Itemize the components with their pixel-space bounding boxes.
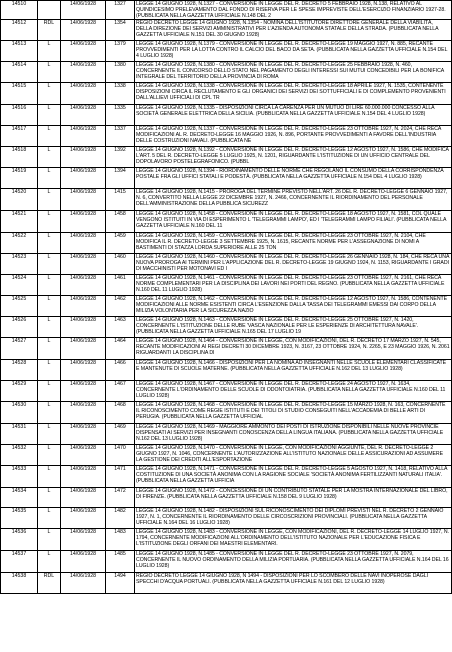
- row-description: LEGGE 14 GIUGNO 1928, N.1463 - CONVERSIONE IN LEGGE DEL R. DECRETO-LEGGE 25 OTTOBRE 1927, N. 1420, CONCERNENTE L'ISTITUZIONE DELLE RUBE 'VASCA NAZIONALE PER LE ESPERIENZE DI ARCHITETTURA NAVALE'. (PUBBLICATA NELLA GAZZETTA UFFICIALE N.165 DEL 17 LUGLIO 19: [135, 317, 452, 338]
- row-code: 1462: [106, 296, 135, 317]
- table-row: [1, 338, 452, 360]
- row-number: 14535: [1, 508, 38, 529]
- table-row: [1, 20, 452, 41]
- table-row: [1, 275, 452, 296]
- table-row: [1, 233, 452, 254]
- row-description: LEGGE 14 GIUGNO 1928, N.1327 - CONVERSIONE IN LEGGE DEL R. DECRETO 5 FEBBRAIO 1928, N.138, RELATIVO AL QUINDICESIMO PRELEVAMENTO DAL FONDO DI RISERVA PER LE SPESE IMPREVISTE DELL'ESERCIZIO FINANZIARIO 1927-28. (PUBBLICATA NELLA GAZZETTA UFFICIALE N.148 DEL 2: [135, 1, 452, 20]
- row-number: 14523: [1, 254, 38, 275]
- row-description: LEGGE 14 GIUGNO 1928, N.1468 - CONVERSIONE IN LEGGE DEL R. DECRETO-LEGGE 15 MARZO 1928, N. 163, CONCERNENTE IL RICONOSCIMENTO COME REGIE ISTITUTI E DEI TITOLI DI STUDIO CONSEGUITI NELL'ACCADEMIA DI BELLE ARTI DI PERUGIA. (PUBBLICATA NELLA GAZZETTA UFFICIAL: [135, 402, 452, 424]
- row-type: L: [38, 211, 61, 233]
- row-date: 14/06/1928: [61, 338, 106, 360]
- row-number: 14513: [1, 41, 38, 62]
- row-date: 14/06/1928: [61, 488, 106, 508]
- row-code: 1483: [106, 529, 135, 551]
- row-date: 14/06/1928: [61, 466, 106, 488]
- table-row: [1, 41, 452, 62]
- row-type: RDL: [38, 573, 61, 594]
- table-row: [1, 360, 452, 381]
- row-type: L: [38, 360, 61, 381]
- row-description: LEGGE 14 GIUGNO 1928, N.1461 - CONVERSIONE IN LEGGE DEL R. DECRETO-LEGGE 23 OTTOBRE 1927, N. 2161, CHE RECA NORME COMPLEMENTARI PER LA DISCIPLINA DEI LAVORI NEI PORTI DEL REGNO. (PUBBLICATA NELLA GAZZETTA UFFICIALE N.160 DEL 11 LUGLIO 1928): [135, 275, 452, 296]
- row-date: 14/06/1928: [61, 381, 106, 402]
- row-type: L: [38, 105, 61, 126]
- row-code: 1379: [106, 41, 135, 62]
- row-code: 1394: [106, 168, 135, 189]
- row-type: L: [38, 466, 61, 488]
- table-row: [1, 508, 452, 529]
- row-type: L: [38, 296, 61, 317]
- table-row: [1, 445, 452, 466]
- row-date: 14/06/1928: [61, 189, 106, 211]
- row-date: 14/06/1928: [61, 445, 106, 466]
- row-date: 14/06/1928: [61, 254, 106, 275]
- row-code: 1470: [106, 445, 135, 466]
- row-description: LEGGE 14 GIUGNO 1928, N.1335 - DISPOSIZIONI CIRCA LA CARENZA PER UN MUTUO DI LIRE 60.000.000 CONCESSO ALLA SOCIETÀ GENERALE ELETTRICA DELLA SICILIA. (PUBBLICATA NELLA GAZZETTA UFFICIALE N.154 DEL 4 LUGLIO 1928): [135, 105, 452, 126]
- table-row: [1, 105, 452, 126]
- table-row: [1, 147, 452, 168]
- table-row: [1, 466, 452, 488]
- row-description: LEGGE 14 GIUGNO 1928, N.1460 - CONVERSIONE IN LEGGE DEL R. DECRETO-LEGGE 26 GENNAIO 1928, N. 184, CHE RECA UNA NUOVA PROROGA AI TERMINI PER L'APPLICAZIONE DEL R. DECRETO-LEGGE 19 GIUGNO 1924, N. 1153, RIGUARDANTE I GRADI DI MACCHINISTI PER MOTONAVI ED I: [135, 254, 452, 275]
- row-code: 1471: [106, 466, 135, 488]
- row-type: L: [38, 41, 61, 62]
- table-row: [1, 573, 452, 594]
- row-description: LEGGE 14 GIUGNO 1928, N.1471 - CONVERSIONE IN LEGGE DEL R. DECRETO-LEGGE 5 AGOSTO 1927, N. 1418, RELATIVO ALLA COSTITUZIONE DI UNA SOCIETÀ ANONIMA CON LA RAGIONE SOCIALE 'SOCIETÀ ANONIMA FERTILIZZANTI NATURALI ITALIA'. (PUBBLICATA NELLA GAZZETTA UFFICIA: [135, 466, 452, 488]
- row-code: 1467: [106, 381, 135, 402]
- row-number: 14517: [1, 126, 38, 147]
- row-type: L: [38, 189, 61, 211]
- row-date: 14/06/1928: [61, 296, 106, 317]
- row-date: 14/06/1928: [61, 573, 106, 594]
- row-code: 1338: [106, 83, 135, 105]
- row-description: LEGGE 14 GIUGNO 1928, N.1338 - CONVERSIONE IN LEGGE DEL R. DECRETO-LEGGE 18 APRILE 1927, N. 1535, CONTENENTE DISPOSIZIONI CIRCA IL RECLUTAMENTO E GLI ORGANICI DEI SERVIZI DEI SOTTUFFICIALI E DI COMPLEMENTO PROVENIENTI DALL'ALLIEVI UFFICIALI DI CPL TR: [135, 83, 452, 105]
- row-number: 14530: [1, 402, 38, 424]
- row-description: LEGGE 14 GIUGNO 1928, N.1466 - DISPOSIZIONI PER LA NOMINA AD INSEGNANTI NELLE SCUOLE ELEMENTARI CLASSIFICATE E MANTENUTE DI SCUOLE MATERNE. (PUBBLICATA NELLA GAZZETTA UFFICIALE N.162 DEL 13 LUGLIO 1928): [135, 360, 452, 381]
- row-type: L: [38, 445, 61, 466]
- row-number: 14520: [1, 189, 38, 211]
- row-date: 14/06/1928: [61, 402, 106, 424]
- row-number: 14510: [1, 1, 38, 20]
- row-type: L: [38, 62, 61, 83]
- row-code: 1482: [106, 508, 135, 529]
- table-row: [1, 126, 452, 147]
- table-row: [1, 529, 452, 551]
- row-date: 14/06/1928: [61, 126, 106, 147]
- row-code: 1460: [106, 254, 135, 275]
- row-description: LEGGE 14 GIUGNO 1928, N.1458 - CONVERSIONE IN LEGGE DEL R. DECRETO-LEGGE 18 AGOSTO 1927, N. 1581, COL QUALE VENGONO ISTITUITI IN VIA DI ESPERIMENTO L 'TELEGRAMMI LAMPO', ED I 'TELEGRAMMI LAMPO FILIALI'. (PUBBLICATA NELLA GAZZETTA UFFICIALE N.160 DEL 11: [135, 211, 452, 233]
- row-code: 1415: [106, 189, 135, 211]
- row-date: 14/06/1928: [61, 317, 106, 338]
- row-type: L: [38, 275, 61, 296]
- law-register-body: [1, 1, 452, 594]
- row-type: L: [38, 424, 61, 445]
- row-number: 14524: [1, 275, 38, 296]
- row-number: 14525: [1, 296, 38, 317]
- row-type: L: [38, 402, 61, 424]
- row-code: 1380: [106, 62, 135, 83]
- row-description: LEGGE 14 GIUGNO 1928, N.1485 - CONVERSIONE IN LEGGE DEL R. DECRETO-LEGGE 23 OTTOBRE 1927, N. 2079, CONCERNENTE IL NUOVO ORDINAMENTO DELLA MILIZIA PORTUARIA. (PUBBLICATA NELLA GAZZETTA UFFICIALE N.164 DEL 16 LUGLIO 1928): [135, 551, 452, 573]
- row-code: 1463: [106, 317, 135, 338]
- row-type: L: [38, 126, 61, 147]
- table-row: [1, 381, 452, 402]
- row-type: RDL: [38, 20, 61, 41]
- row-type: L: [38, 381, 61, 402]
- row-code: 1494: [106, 573, 135, 594]
- row-number: 14516: [1, 105, 38, 126]
- row-code: 1335: [106, 105, 135, 126]
- row-date: 14/06/1928: [61, 275, 106, 296]
- row-type: L: [38, 233, 61, 254]
- table-row: [1, 296, 452, 317]
- table-row: [1, 402, 452, 424]
- table-row: [1, 317, 452, 338]
- row-description: REGIO DECRETO LEGGE 14 GIUGNO 1928, N.1354 - NOMINA DELL'ISTITUTORE DIRETTORE GENERALE DELLA VIABILITÀ, DELLA DIREZIONE DEI SERVIZI AMMINISTRATIVI PER L'AZIENDA AUTONOMA STATALE DELLA STRADA. (PUBBLICATA NELLA GAZZETTA UFFICIALE N.151 DEL 30 GIUGNO 1928): [135, 20, 452, 41]
- row-description: LEGGE 14 GIUGNO 1928, N.1469 - MAGGIORE AMMONTO DEI POSTI DI ISTRUZIONE DISPONIBILI NELLE NUOVE PROVINCIE DISPENSATI AI SERVIZI PER INSEGNANTI CONOSCENZA DELLA LINGUA ITALIANA. (PUBBLICATA NELLA GAZZETTA UFFICIALE N.162 DEL 13 LUGLIO 1928): [135, 424, 452, 445]
- row-date: 14/06/1928: [61, 551, 106, 573]
- table-row: [1, 551, 452, 573]
- table-row: [1, 488, 452, 508]
- row-number: 14538: [1, 573, 38, 594]
- table-row: [1, 62, 452, 83]
- row-code: 1485: [106, 551, 135, 573]
- row-description: LEGGE 14 GIUGNO 1928, N.1394 - RIORDINAMENTO DELLE NORME CHE REGOLANO IL CONSUMO DELLA CORRISPONDENZA POSTALE FRA GLI UFFICI STATALI E PODESTÀ. (PUBBLICATA NELLA GAZZETTA UFFICIALE N.154 DEL 4 LUGLIO 1928): [135, 168, 452, 189]
- row-description: LEGGE 14 GIUGNO 1928, N.1483 - CONVERSIONE IN LEGGE, CON MODIFICAZIONI, DEL R. DECRETO-LEGGE 14 LUGLIO 1927, N. 1794, CONCERNENTE MODIFICAZIONI ALL'ORDINAMENTO DELL'ISTITUTO NAZIONALE PER L'EDUCAZIONE FISICA E L'ISTITUZIONE DEGLI ORFANI DEI MAESTRI ELEMENTARI.: [135, 529, 452, 551]
- row-date: 14/06/1928: [61, 83, 106, 105]
- row-number: 14532: [1, 445, 38, 466]
- row-description: REGIO DECRETO LEGGE 14 GIUGNO 1928, N 1494 - DISPOSIZIONI PER LO SCOMBERO DELLE NAVI INOPEROSE DAGLI SPECCHI D'ACQUA PORTUALI. (PUBBLICATA NELLA GAZZETTA UFFICIALE N.161 DEL 12 LUGLIO 1928): [135, 573, 452, 594]
- row-number: 14526: [1, 317, 38, 338]
- row-type: L: [38, 317, 61, 338]
- row-number: 14534: [1, 488, 38, 508]
- row-code: 1327: [106, 1, 135, 20]
- row-type: L: [38, 83, 61, 105]
- row-date: 14/06/1928: [61, 529, 106, 551]
- row-number: 14529: [1, 381, 38, 402]
- row-date: 14/06/1928: [61, 211, 106, 233]
- table-row: [1, 1, 452, 20]
- row-description: LEGGE 14 GIUGNO 1928, N.1472 - CONCESSIONE DI UN CONTRIBUTO STATALE PER LA MOSTRA INTERNAZIONALE DEL LIBRO, DI FIRENZE. (PUBBLICATA NELLA GAZZETTA UFFICIALE N.158 DEL 9 LUGLIO 1928): [135, 488, 452, 508]
- row-number: 14537: [1, 551, 38, 573]
- table-row: [1, 424, 452, 445]
- row-date: 14/06/1928: [61, 62, 106, 83]
- row-number: 14519: [1, 168, 38, 189]
- row-description: LEGGE 14 GIUGNO 1928, N.1470 - CONVERSIONE IN LEGGE, CON MODIFICAZIONI AGGIUNTE, DEL R. DECRETO-LEGGE 2 GIUGNO 1927, N. 1046, CONCERNENTE L'AUTORIZZAZIONE ALL'ISTITUTO NAZIONALE DELLE ASSICURAZIONI AD ASSUMERE LA GESTIONE DEI CREDITI ALL'ESPORTAZIONE: [135, 445, 452, 466]
- table-row: [1, 254, 452, 275]
- row-type: L: [38, 508, 61, 529]
- row-code: 1464: [106, 338, 135, 360]
- table-row: [1, 168, 452, 189]
- row-type: L: [38, 168, 61, 189]
- row-number: 14518: [1, 147, 38, 168]
- row-date: 14/06/1928: [61, 1, 106, 20]
- row-type: L: [38, 488, 61, 508]
- table-row: [1, 211, 452, 233]
- row-number: 14521: [1, 211, 38, 233]
- row-description: LEGGE 14 GIUGNO 1928, N.1462 - CONVERSIONE IN LEGGE DEL R. DECRETO-LEGGE 12 AGOSTO 1927, N. 1586, CONTENENTE MODIFICAZIONI ALLE NORME ESISTENTI CIRCA L'ESENZIONE DALLA TASSA DEI TELEGRAMMI EMESSI DAI CORPO DELLA MILIZIA VOLONTARIA PER LA SICUREZZA NAZIO: [135, 296, 452, 317]
- row-code: 1354: [106, 20, 135, 41]
- row-date: 14/06/1928: [61, 424, 106, 445]
- row-date: 14/06/1928: [61, 105, 106, 126]
- row-number: 14527: [1, 338, 38, 360]
- row-number: 14531: [1, 424, 38, 445]
- row-code: 1461: [106, 275, 135, 296]
- row-code: 1472: [106, 488, 135, 508]
- row-number: 14515: [1, 83, 38, 105]
- row-type: L: [38, 254, 61, 275]
- row-type: L: [38, 551, 61, 573]
- row-type: L: [38, 529, 61, 551]
- row-date: 14/06/1928: [61, 508, 106, 529]
- row-number: 14512: [1, 20, 38, 41]
- row-number: 14528: [1, 360, 38, 381]
- row-description: LEGGE 14 GIUGNO 1928, N.1337 - CONVERSIONE IN LEGGE DEL R. DECRETO-LEGGE 23 OTTOBRE 1927, N. 2024, CHE RECA MODIFICAZIONI AL R. DECRETO-LEGGE 16 MAGGIO 1926, N. 896, PORTANTE PROVVEDIMENTI A FAVORE DELL'INDUSTRIA DELLE COSTRUZIONI NAVALI. (PUBBLICATA NE: [135, 126, 452, 147]
- row-description: LEGGE 14 GIUGNO 1928, N.1379 - CONVERSIONE IN LEGGE DEL R. DECRETO-LEGGE 19 MAGGIO 1927, N. 885, RECANTE PROVVEDIMENTI PER LA LOTTA CONTRO IL CALCIO DEL BACO DA SETA. (PUBBLICATA NELLA GAZZETTA UFFICIALE N.154 DEL 4 LUGLIO 1928): [135, 41, 452, 62]
- row-code: 1337: [106, 126, 135, 147]
- row-date: 14/06/1928: [61, 147, 106, 168]
- row-date: 14/06/1928: [61, 20, 106, 41]
- row-description: LEGGE 14 GIUGNO 1928, N.1392 - CONVERSIONE IN LEGGE DEL R. DECRETO-LEGGE 12 AGOSTO 1927, N. 1586, CHE MODIFICA L'ART. 5 DEL R. DECRETO-LEGGE 5 LUGLIO 1925, N. 1201, RIGUARDANTE L'ISTITUZIONE DI UN UFFICIO CENTRALE DEL DOPOLAVORO POSTELEGRAFONICO. (PUBBL: [135, 147, 452, 168]
- table-row: [1, 189, 452, 211]
- row-type: L: [38, 147, 61, 168]
- row-number: 14536: [1, 529, 38, 551]
- row-description: LEGGE 14 GIUGNO 1928, N.1482 - DISPOSIZIONI SUL RICONOSCIMENTO DEI DIPLOMI PREVISTI NEL R. DECRETO 2 GENNAIO 1927, N. 1, CONCERNENTE IL RIORDINAMENTO DELLE CIRCOSCRIZIONI PROVINCIALI. (PUBBLICATA NELLA GAZZETTA UFFICIALE N.164 DEL 16 LUGLIO 1928): [135, 508, 452, 529]
- row-code: 1459: [106, 233, 135, 254]
- row-type: [38, 1, 61, 20]
- row-number: 14533: [1, 466, 38, 488]
- row-code: 1392: [106, 147, 135, 168]
- row-description: LEGGE 14 GIUGNO 1928, N.1380 - CONVERSIONE IN LEGGE DEL R. DECRETO-LEGGE 25 FEBBRAIO 1928, N. 460, CONCERNENTE IL CONCORSO DELLO STATO NEL PAGAMENTO DEGLI INTERESSI SUI MUTUI CONCEDIBILI PER LA BONIFICA INTEGRALE DEL TERRITORIO DELLA PROVINCIA DI ROMA: [135, 62, 452, 83]
- row-description: LEGGE 14 GIUGNO 1928, N.1415 - PROROGA DEL TERMINE PREVISTO NELL'ART. 26 DEL R. DECRETO-LEGGE 6 GENNAIO 1927, N. 6, CONVERTITO NELLA LEGGE 22 DICEMBRE 1927, N. 2466, CONCERNENTE IL RIORDINAMENTO DEL PERSONALE DELL'AMMINISTRAZIONE DELLA PUBBLICA SICUREZZ: [135, 189, 452, 211]
- row-date: 14/06/1928: [61, 233, 106, 254]
- row-code: 1458: [106, 211, 135, 233]
- row-code: 1466: [106, 360, 135, 381]
- row-date: 14/06/1928: [61, 168, 106, 189]
- row-description: LEGGE 14 GIUGNO 1928, N.1464 - CONVERSIONE IN LEGGE, CON MODIFICAZIONI, DEL R. DECRETO 17 MARZO 1927, N. 545, RECANTE MODIFICAZIONI AI REGI DECRETI 30 DICEMBRE 1923, N. 3167, 23 OTTOBRE 1924, N. 2265, E 23 MAGGIO 1926, N. 2061 RIGUARDANTI LA DISCIPLINA DI: [135, 338, 452, 360]
- row-date: 14/06/1928: [61, 41, 106, 62]
- row-type: L: [38, 338, 61, 360]
- table-row: [1, 83, 452, 105]
- row-date: 14/06/1928: [61, 360, 106, 381]
- row-number: 14522: [1, 233, 38, 254]
- row-description: LEGGE 14 GIUGNO 1928, N.1467 - CONVERSIONE IN LEGGE DEL R. DECRETO-LEGGE 24 AGOSTO 1927, N. 1634, CONCERNENTE L'ORDINAMENTO DELLE SCUOLE DI ODONTOIATRIA. (PUBBLICATA NELLA GAZZETTA UFFICIALE N.160 DEL 11 LUGLIO 1928): [135, 381, 452, 402]
- row-description: LEGGE 14 GIUGNO 1928, N.1459 - CONVERSIONE IN LEGGE DEL R. DECRETO-LEGGE 23 OTTOBRE 1927, N. 2104, CHE MODIFICA IL R. DECRETO-LEGGE 3 SETTEMBRE 1925, N. 1615, RECANTE NORME PER L'ASSEGNAZIONE DI NOMI A BASTIMENTI DI STAZZA LORDA SUPERIORE ALLE 25 TON: [135, 233, 452, 254]
- row-code: 1469: [106, 424, 135, 445]
- row-number: 14514: [1, 62, 38, 83]
- row-code: 1468: [106, 402, 135, 424]
